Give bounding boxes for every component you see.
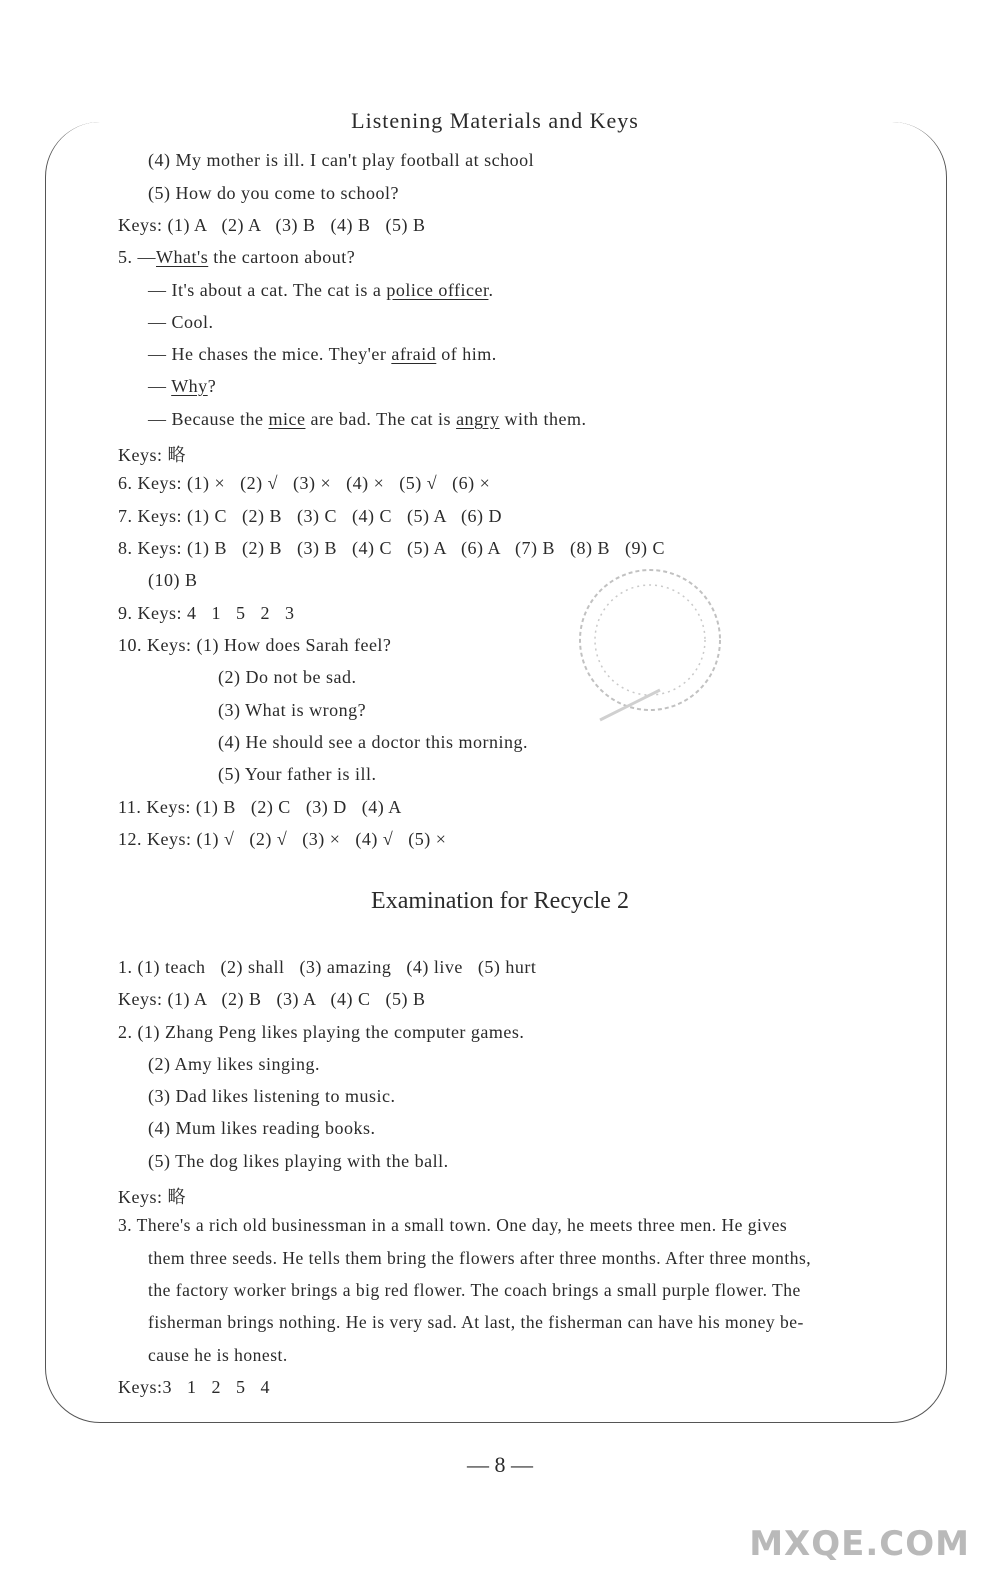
keys-line: 6. Keys: (1) × (2) √ (3) × (4) × (5) √ (6) × [118, 473, 491, 493]
keys-line: 12. Keys: (1) √ (2) √ (3) × (4) √ (5) × [118, 829, 447, 849]
text-line: (2) Amy likes singing. [148, 1054, 320, 1074]
keys-line: Keys:3 1 2 5 4 [118, 1377, 270, 1397]
text-line: 1. (1) teach (2) shall (3) amazing (4) live (5) hurt [118, 957, 537, 977]
keys-line: Keys: 略 [118, 1187, 186, 1207]
keys-line: (3) What is wrong? [218, 700, 367, 720]
keys-line: 8. Keys: (1) B (2) B (3) B (4) C (5) A (6) A (7) B (8) B (9) C [118, 538, 665, 558]
page-number: — 8 — [467, 1452, 533, 1477]
text-line: (4) Mum likes reading books. [148, 1118, 376, 1138]
text-line: 2. (1) Zhang Peng likes playing the computer games. [118, 1022, 525, 1042]
running-header: Listening Materials and Keys [351, 108, 639, 133]
dialogue-line: — Why? [148, 376, 217, 396]
paragraph-line: 3. There's a rich old businessman in a small town. One day, he meets three men. He gives [118, 1215, 788, 1235]
keys-line: (2) Do not be sad. [218, 667, 357, 687]
keys-line: (4) He should see a doctor this morning. [218, 732, 528, 752]
keys-line: Keys: (1) A (2) B (3) A (4) C (5) B [118, 989, 426, 1009]
dialogue-line: 5. —What's the cartoon about? [118, 247, 356, 267]
keys-line: Keys: 略 [118, 445, 186, 465]
section-title: Examination for Recycle 2 [371, 888, 629, 914]
paragraph-line: them three seeds. He tells them bring the flowers after three months. After three months, [148, 1248, 812, 1268]
keys-line: 7. Keys: (1) C (2) B (3) C (4) C (5) A (6) D [118, 506, 502, 526]
dialogue-line: — It's about a cat. The cat is a police officer. [148, 280, 494, 300]
keys-line: 10. Keys: (1) How does Sarah feel? [118, 635, 392, 655]
dialogue-line: — He chases the mice. They'er afraid of him. [148, 344, 497, 364]
paragraph-line: the factory worker brings a big red flower. The coach brings a small purple flower. The [148, 1280, 801, 1300]
text-line: (4) My mother is ill. I can't play football at school [148, 150, 535, 170]
keys-line: 11. Keys: (1) B (2) C (3) D (4) A [118, 797, 402, 817]
stamp-seal [560, 560, 740, 740]
dialogue-line: — Cool. [148, 312, 214, 332]
text-line: (5) The dog likes playing with the ball. [148, 1151, 449, 1171]
keys-line: (10) B [148, 570, 198, 590]
text-line: (3) Dad likes listening to music. [148, 1086, 396, 1106]
keys-line: Keys: (1) A (2) A (3) B (4) B (5) B [118, 215, 426, 235]
watermark-logo: MXQE.COM [749, 1524, 970, 1564]
text-line: (5) How do you come to school? [148, 183, 399, 203]
keys-line: 9. Keys: 4 1 5 2 3 [118, 603, 295, 623]
paragraph-line: cause he is honest. [148, 1345, 288, 1365]
dialogue-line: — Because the mice are bad. The cat is angry with them. [148, 409, 587, 429]
keys-line: (5) Your father is ill. [218, 764, 377, 784]
paragraph-line: fisherman brings nothing. He is very sad. At last, the fisherman can have his money be- [148, 1312, 804, 1332]
